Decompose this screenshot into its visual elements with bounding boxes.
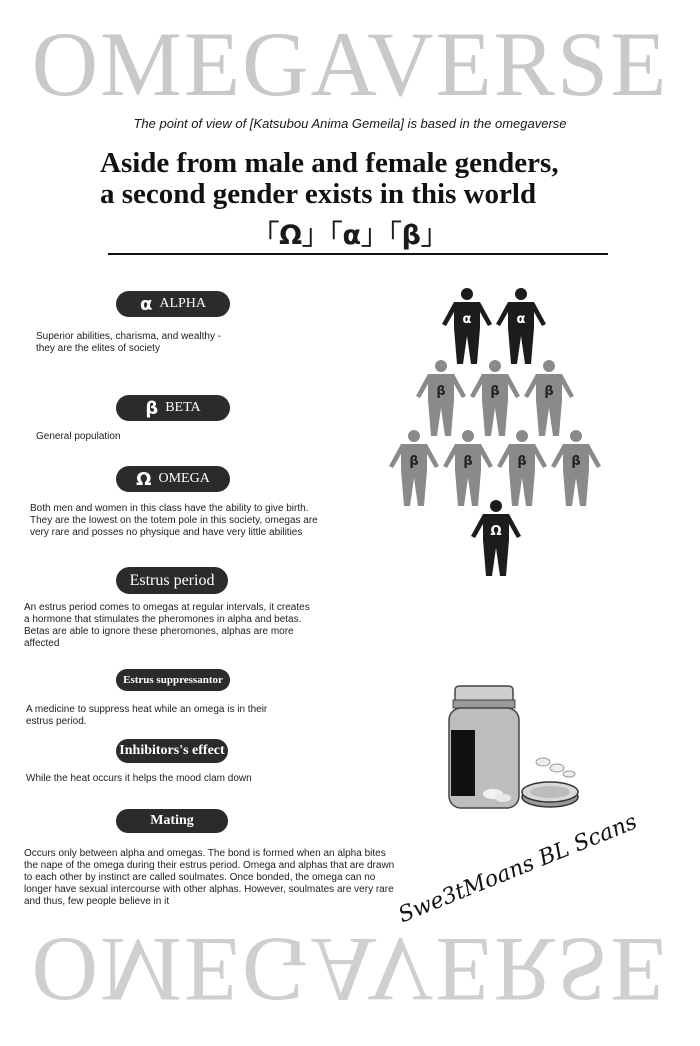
omega-symbol: Ω: [136, 468, 152, 490]
omega-desc-line: very rare and posses no physique and have very little abilities: [30, 527, 303, 538]
svg-text:α: α: [516, 312, 526, 327]
beta-label: BETA: [165, 400, 201, 415]
alpha-desc-line: they are the elites of society: [36, 343, 160, 354]
svg-text:β: β: [436, 384, 446, 399]
inhibitors-effect-label: Inhibitors's effect: [119, 743, 225, 758]
svg-text:β: β: [409, 454, 419, 469]
headline-line-1: Aside from male and female genders,: [100, 147, 559, 179]
mating-desc-line: and thus, few people believe in it: [24, 896, 170, 907]
beta-desc-line: General population: [36, 431, 121, 442]
estrus-desc-line: Betas are able to ignore these pheromones, alphas are more: [24, 626, 294, 637]
omega-label: OMEGA: [158, 471, 210, 486]
omega-desc-line: Both men and women in this class have the ability to give birth.: [30, 503, 309, 514]
beta-figure-icon: [524, 360, 574, 436]
mating-desc-line: longer have sexual intercourse with other alphas. However, soulmates are very rare: [24, 884, 394, 895]
beta-figure-icon: [443, 430, 493, 506]
bottle-lid-icon: [522, 782, 578, 807]
alpha-figure-icon: [496, 288, 546, 364]
headline-line-2: a second gender exists in this world: [100, 178, 537, 210]
alpha-desc-line: Superior abilities, charisma, and wealthy -: [36, 331, 222, 342]
alpha-symbol: α: [139, 293, 153, 315]
suppressant-desc-line: A medicine to suppress heat while an omega is in their: [26, 704, 268, 715]
alpha-figure-icon: [442, 288, 492, 364]
gender-symbols: 「Ω」「α」「β」: [252, 220, 448, 251]
medicine-bottle-illustration: [445, 682, 595, 812]
beta-figure-icon: [551, 430, 601, 506]
mating-desc-line: Occurs only between alpha and omegas. The bond is formed when an alpha bites: [24, 848, 386, 859]
mating-label: Mating: [150, 813, 194, 828]
suppressant-desc-line: estrus period.: [26, 716, 87, 727]
estrus-suppressant-label: Estrus suppressantor: [123, 674, 223, 686]
beta-symbol: β: [145, 397, 159, 419]
svg-text:Ω: Ω: [490, 524, 502, 539]
beta-figure-icon: [416, 360, 466, 436]
beta-figure-icon: [497, 430, 547, 506]
omegaverse-banner-bottom: OMEGAVERSE: [31, 919, 669, 1021]
mating-desc-line: the nape of the omega during their estrus period. Omega and alphas that are drawn: [24, 860, 395, 871]
svg-text:β: β: [490, 384, 500, 399]
estrus-desc-line: a hormone that stimulates the pheromones in alpha and betas.: [24, 614, 302, 625]
svg-text:β: β: [544, 384, 554, 399]
omega-figure-icon: [471, 500, 521, 576]
mating-desc-line: to each other by instinct are called soulmates. Once bonded, the omega can no: [24, 872, 376, 883]
svg-text:β: β: [571, 454, 581, 469]
svg-text:β: β: [463, 454, 473, 469]
pill-bottle-icon: [449, 686, 519, 808]
pills-icon: [536, 758, 575, 777]
estrus-desc-line: An estrus period comes to omegas at regular intervals, it creates: [24, 602, 310, 613]
beta-figure-icon: [389, 430, 439, 506]
alpha-label: ALPHA: [159, 296, 207, 311]
svg-text:β: β: [517, 454, 527, 469]
estrus-desc-line: affected: [24, 638, 60, 649]
scanlation-watermark: Swe3tMoans BL Scans: [395, 809, 641, 929]
inhibitors-desc-line: While the heat occurs it helps the mood clam down: [26, 773, 252, 784]
subtitle: The point of view of [Katsubou Anima Gemeila] is based in the omegaverse: [133, 116, 567, 131]
beta-figure-icon: [470, 360, 520, 436]
svg-text:α: α: [462, 312, 472, 327]
omegaverse-banner-top: OMEGAVERSE: [31, 13, 669, 115]
estrus-period-label: Estrus period: [129, 571, 215, 589]
omega-desc-line: They are the lowest on the totem pole in this society, omegas are: [30, 515, 318, 526]
